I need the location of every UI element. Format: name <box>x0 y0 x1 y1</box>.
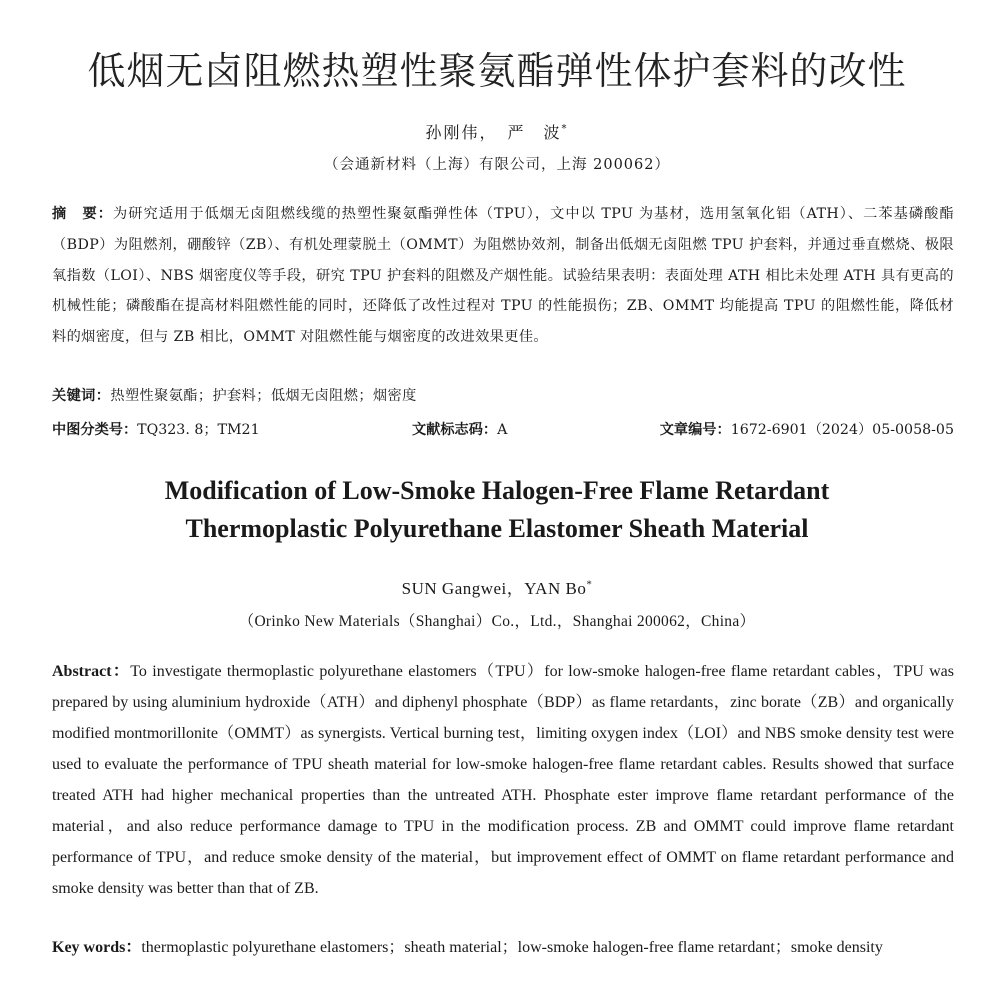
classification-label: 中图分类号： <box>52 422 138 438</box>
chinese-author-names: 孙刚伟， 严 波 <box>425 123 562 142</box>
classification-value: TQ323. 8；TM21 <box>137 422 260 438</box>
classification-row <box>52 417 954 443</box>
english-authors <box>0 574 994 599</box>
classification-number <box>52 417 260 443</box>
document-code-value: A <box>497 422 508 438</box>
chinese-abstract-text: 为研究适用于低烟无卤阻燃线缆的热塑性聚氨酯弹性体（TPU），文中以 TPU 为基材，选用氢氧化铝（ATH）、二苯基磷酸酯（BDP）为阻燃剂，硼酸锌（ZB）、有机处理蒙脱土（OMMT）为阻燃协效剂，制备出低烟无卤阻燃 TPU 护套料，并通过垂直燃烧、极限氧指数（LOI）、NBS 烟密度仪等手段，研究 TPU 护套料的阻燃及产烟性能。试验结果表明：表面处理 ATH 相比未处理 ATH 具有更高的机械性能；磷酸酯在提高材料阻燃性能的同时，还降低了改性过程对 TPU 的性能损伤；ZB、OMMT 均能提高 TPU 的阻燃性能，降低材料的烟密度，但与 ZB 相比，OMMT 对阻燃性能与烟密度的改进效果更佳。 <box>52 206 955 346</box>
chinese-abstract-label: 摘 要： <box>52 206 113 222</box>
chinese-affiliation: （会通新材料（上海）有限公司，上海 200062） <box>324 157 670 173</box>
english-title-line-2: Thermoplastic Polyurethane Elastomer Sheath Material <box>185 514 809 543</box>
chinese-abstract <box>52 199 954 353</box>
english-abstract-label: Abstract： <box>52 663 131 680</box>
article-number-label: 文章编号： <box>659 422 731 438</box>
english-title-line-1: Modification of Low-Smoke Halogen-Free Flame Retardant <box>164 476 830 505</box>
chinese-keywords <box>52 383 954 409</box>
chinese-title: 低烟无卤阻燃热塑性聚氨酯弹性体护套料的改性 <box>87 49 907 93</box>
chinese-authors <box>0 120 994 143</box>
article-number <box>660 417 954 443</box>
english-abstract-text: To investigate thermoplastic polyurethane elastomers（TPU）for low-smoke halogen-free flame retardant cables，TPU was prepared by using aluminium hydroxide（ATH）and diphenyl phosphate（BDP）as flame retardants，zinc borate（ZB）and organically modified montmorillonite（OMMT）as synergists. Vertical burning test，limiting oxygen index（LOI）and NBS smoke density test were used to evaluate the performance of TPU sheath material for low-smoke halogen-free flame retardant cables. Results showed that surface treated ATH had higher mechanical properties than the untreated ATH. Phosphate ester improve flame retardant performance of the material，and also reduce performance damage to TPU in the modification process. ZB and OMMT could improve flame retardant performance of TPU，and reduce smoke density of the material，but improvement effect of OMMT on flame retardant performance and smoke density was better than that of ZB. <box>52 663 954 897</box>
english-abstract <box>52 656 954 904</box>
corresponding-author-mark: * <box>561 123 569 135</box>
english-author-names: SUN Gangwei，YAN Bo <box>401 579 587 598</box>
chinese-keywords-text: 热塑性聚氨酯；护套料；低烟无卤阻燃；烟密度 <box>110 388 417 404</box>
english-corresponding-mark: * <box>586 578 593 591</box>
english-affiliation: （Orinko New Materials（Shanghai）Co.，Ltd.，Shanghai 200062，China） <box>238 613 756 630</box>
english-title <box>0 472 994 548</box>
english-keywords-text: thermoplastic polyurethane elastomers；sheath material；low-smoke halogen-free flame retardant；smoke density <box>141 939 883 956</box>
chinese-keywords-label: 关键词： <box>52 388 111 404</box>
article-number-value: 1672-6901（2024）05-0058-05 <box>730 422 954 438</box>
english-keywords-label: Key words： <box>52 939 142 956</box>
document-code <box>412 417 507 443</box>
english-keywords <box>52 932 954 963</box>
document-code-label: 文献标志码： <box>411 422 498 438</box>
